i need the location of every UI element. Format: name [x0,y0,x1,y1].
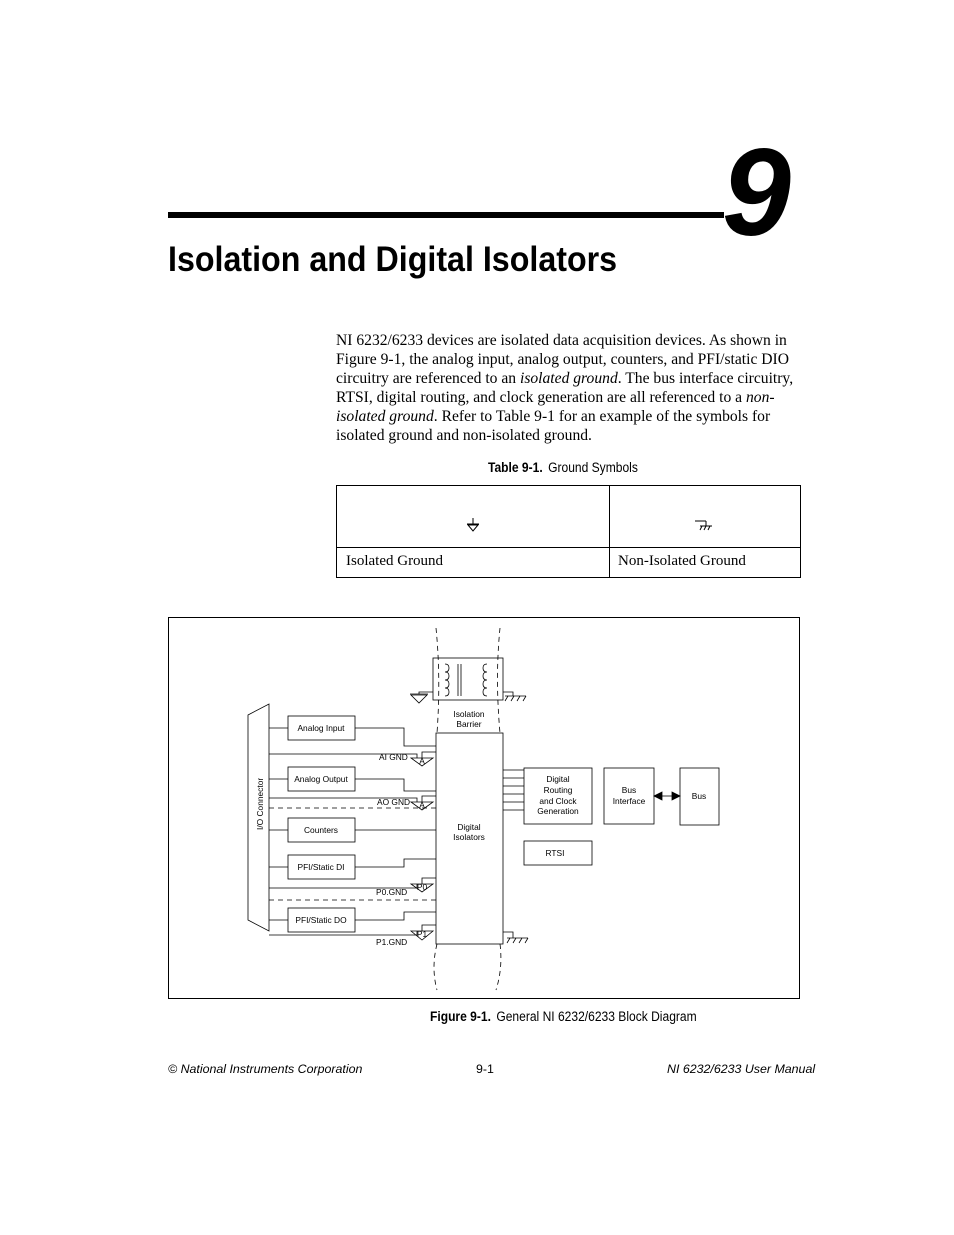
analog-output-wire [355,779,436,791]
table-row-divider [337,547,800,548]
analog-input-wire [355,728,436,746]
analog-output-label: Analog Output [294,774,348,784]
bus-interface-label-1: Bus [621,785,637,795]
table-caption-text: Ground Symbols [548,460,638,475]
transformer-box [433,658,503,700]
isolator-chassis-wire [503,932,513,938]
pfi-do-label: PFI/Static DO [295,915,347,925]
isolated-ground-label: Isolated Ground [346,553,444,569]
barrier-right-line [496,628,501,990]
counters-label: Counters [304,825,338,835]
intro-emphasis-isolated: isolated ground [519,370,618,387]
digital-isolators-label-1: Digital [457,822,481,832]
io-connector-label: I/O Connector [255,777,265,830]
digital-routing-label-2: Routing [543,785,573,795]
transformer-chassis-ground-icon [505,696,526,701]
p0-gnd-label: P0.GND [376,887,408,897]
intro-text-1: NI 6232/6233 devices are isolated data acquisition devices. As shown in Figure 9-1, the analog input, analog output, counters, and PFI/static DIO circuitry are referenced to an [336,332,790,387]
pfi-di-wire [355,859,436,867]
p0-gnd-icon-label: P0 [416,882,428,892]
chapter-number: 9 [722,124,791,262]
figure-caption-label: Figure 9-1. [430,1009,491,1024]
digital-routing-label-3: and Clock [539,796,577,806]
bus-arrow-left-head [654,792,662,800]
isolated-ground-icon [465,517,481,533]
figure-caption-text: General NI 6232/6233 Block Diagram [496,1009,697,1024]
block-diagram-frame [168,617,800,999]
digital-routing-bus-wires [503,770,524,810]
analog-input-label: Analog Input [297,723,345,733]
footer-page-number: 9-1 [476,1062,494,1076]
p1-gnd-wire [269,931,417,935]
p1-gnd-icon-label: P1 [416,929,428,939]
non-isolated-ground-icon [693,519,713,533]
isolator-chassis-ground-icon [507,938,528,943]
intro-paragraph [336,331,806,445]
table-caption-label: Table 9-1. [488,460,543,475]
table-column-divider [609,486,610,577]
chapter-title: Isolation and Digital Isolators [168,240,618,279]
ao-gnd-label: AO GND [377,797,411,807]
intro-emphasis-nonisolated: non-isolated ground [336,389,775,425]
bus-label: Bus [691,791,707,801]
pfi-di-label: PFI/Static DI [297,862,345,872]
ai-gnd-icon-label: A [419,756,425,766]
p1-gnd-label: P1.GND [376,937,408,947]
bus-interface-label-2: Interface [612,796,646,806]
pfi-do-wire [355,912,436,920]
ao-gnd-icon-label: A [419,800,425,810]
digital-routing-label-4: Generation [537,806,579,816]
isolation-barrier-label-2: Barrier [456,719,482,729]
footer-manual-title: NI 6232/6233 User Manual [667,1062,816,1076]
intro-text-3: . Refer to Table 9-1 for an example of the symbols for isolated ground and non-isolated ground. [336,408,771,444]
figure-caption [430,1009,697,1024]
rtsi-label: RTSI [545,848,565,858]
digital-isolators-label-2: Isolators [453,832,485,842]
table-caption [488,460,638,475]
transformer-chassis-wire [503,692,513,696]
intro-text-2: . The bus interface circuitry, RTSI, digital routing, and clock generation are all referenced to a [336,370,794,406]
non-isolated-ground-label: Non-Isolated Ground [618,553,746,569]
ground-symbols-table [336,485,801,578]
chapter-rule [168,212,724,218]
transformer-icon [445,664,487,696]
bus-arrow-right-head [672,792,680,800]
isolation-barrier-label-1: Isolation [453,709,485,719]
transformer-isolated-ground-icon [411,695,427,703]
digital-routing-label-1: Digital [546,774,570,784]
ai-gnd-label: AI GND [379,752,408,762]
footer-copyright: © National Instruments Corporation [168,1062,363,1076]
block-diagram [169,618,799,998]
